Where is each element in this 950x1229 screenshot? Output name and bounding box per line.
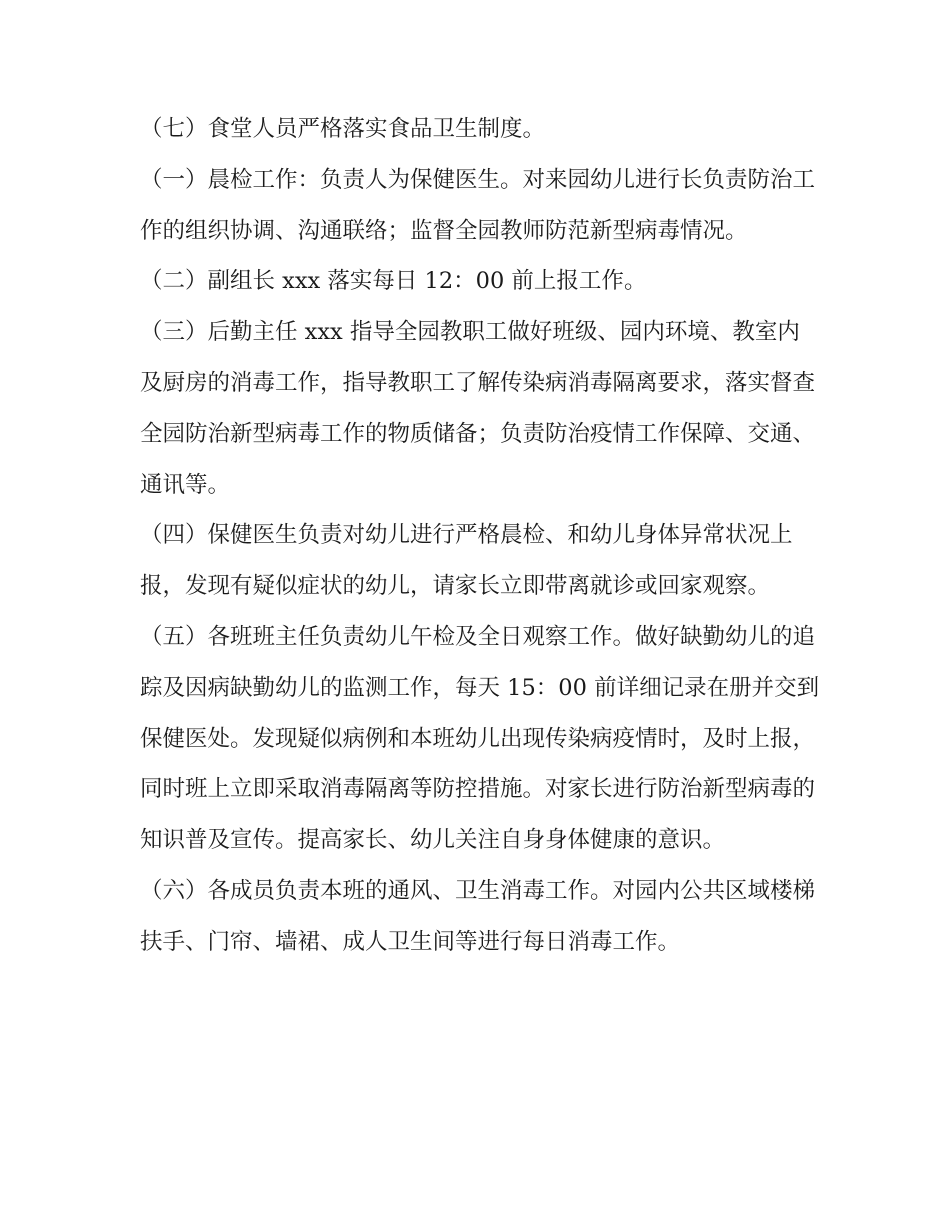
paragraph-liu: （六）各成员负责本班的通风、卫生消毒工作。对园内公共区域楼梯扶手、门帘、墙裙、成人卫生间等进行每日消毒工作。 <box>140 877 816 955</box>
document-body <box>140 104 820 968</box>
paragraph-si: （四）保健医生负责对幼儿进行严格晨检、和幼儿身体异常状况上报，发现有疑似症状的幼儿，请家长立即带离就诊或回家观察。 <box>140 522 793 600</box>
paragraph-yi: （一）晨检工作：负责人为保健医生。对来园幼儿进行长负责防治工作的组织协调、沟通联络；监督全园教师防范新型病毒情况。 <box>140 166 816 244</box>
paragraph-qi: （七）食堂人员严格落实食品卫生制度。 <box>140 116 546 142</box>
paragraph-san: （三）后勤主任 xxx 指导全园教职工做好班级、园内环境、教室内及厨房的消毒工作，指导教职工了解传染病消毒隔离要求，落实督查全园防治新型病毒工作的物质储备；负责防治疫情工作保障、交通、通讯等。 <box>140 319 816 498</box>
paragraph-wu: （五）各班班主任负责幼儿午检及全日观察工作。做好缺勤幼儿的追踪及因病缺勤幼儿的监测工作，每天 15：00 前详细记录在册并交到保健医处。发现疑似病例和本班幼儿出现传染病疫情时，及时上报，同时班上立即采取消毒隔离等防控措施。对家长进行防治新型病毒的知识普及宣传。提高家长、幼儿关注自身身体健康的意识。 <box>140 623 820 854</box>
paragraph-er: （二）副组长 xxx 落实每日 12：00 前上报工作。 <box>140 268 647 295</box>
